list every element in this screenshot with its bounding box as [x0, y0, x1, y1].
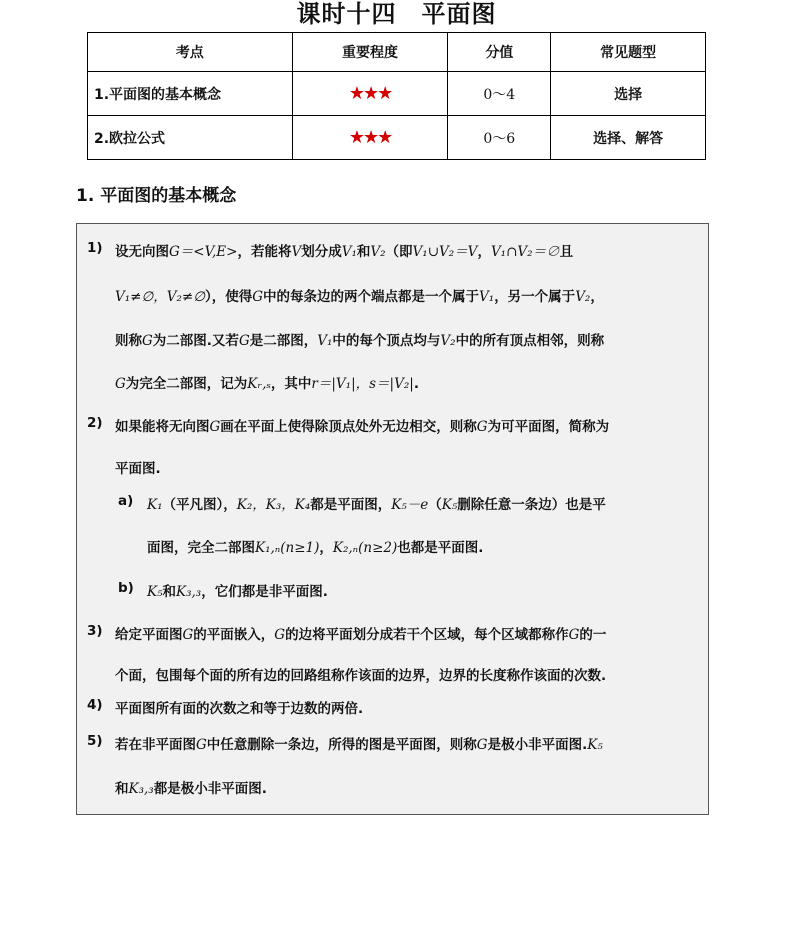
math-run: V₁	[479, 289, 495, 305]
text-run: 是极小非平面图.	[487, 737, 588, 753]
math-run: V₂	[440, 333, 456, 349]
question-type-cell: 选择、解答	[551, 116, 706, 160]
text-run: 如果能将无向图	[115, 419, 210, 435]
text-run: 和	[356, 244, 371, 260]
text-run: 且	[559, 244, 574, 260]
math-run: K₁	[147, 497, 163, 513]
item-number: 4)	[87, 697, 103, 713]
text-run: ，	[477, 244, 491, 260]
section-heading: 1. 平面图的基本概念	[76, 186, 237, 206]
text-run: 的边将平面划分成若干个区域，每个区域都称作	[285, 627, 569, 643]
text-run: 是二部图，	[249, 333, 318, 349]
math-run: Kᵣ,ₛ	[247, 376, 271, 392]
text-run: 的平面嵌入，	[193, 627, 275, 643]
text-run: 则称	[115, 333, 142, 349]
text-run: （	[428, 497, 442, 513]
importance-cell	[292, 116, 448, 160]
math-run: K₃,₃	[176, 584, 202, 600]
text-run: ，若能将	[237, 244, 292, 260]
item-line	[147, 536, 483, 556]
item-number: b)	[118, 580, 134, 596]
item-line	[87, 697, 103, 713]
text-run: （即	[385, 244, 413, 260]
concept-box	[76, 223, 709, 815]
overview-table	[87, 32, 706, 160]
text-run: 删除任意一条边）也是平	[457, 497, 606, 513]
math-run: V₁∩V₂＝∅	[490, 244, 560, 260]
table-row	[88, 72, 706, 116]
column-header: 分值	[448, 33, 551, 72]
text-run: 也都是平面图.	[397, 540, 484, 556]
math-run: G	[182, 627, 194, 643]
item-number: a)	[118, 493, 134, 509]
math-run: K₃,₃	[128, 781, 154, 797]
table-header-row	[88, 33, 706, 72]
item-line	[87, 240, 103, 256]
text-run: ），使得	[204, 289, 253, 305]
item-line	[115, 240, 573, 260]
page-title: 课时十四 平面图	[296, 0, 497, 28]
math-run: K₅	[587, 737, 603, 753]
text-run: 为完全二部图，记为	[125, 376, 248, 392]
text-run: .	[413, 376, 419, 392]
text-run: （平凡图），	[162, 497, 237, 513]
topic-cell: 1.平面图的基本概念	[88, 72, 293, 116]
text-run: 划分成	[301, 244, 342, 260]
text-run: 和	[115, 781, 129, 797]
math-run: V	[291, 244, 302, 260]
text-run: 中的所有顶点相邻，则称	[455, 333, 605, 349]
math-run: V₁	[341, 244, 357, 260]
star-rating-icon: ★★★	[348, 127, 392, 148]
item-line	[87, 415, 103, 431]
item-line	[115, 623, 606, 643]
text-run: 若在非平面图	[115, 737, 196, 753]
math-run: G	[476, 737, 488, 753]
text-run: 和	[162, 584, 176, 600]
topic-cell: 2.欧拉公式	[88, 116, 293, 160]
question-type-cell: 选择	[551, 72, 706, 116]
item-line	[118, 580, 134, 596]
item-line	[115, 329, 604, 349]
math-run: G	[196, 737, 207, 753]
math-run: G	[209, 419, 221, 435]
text-run: 中的每条边的两个端点都是一个属于	[263, 289, 480, 305]
text-run: 个面，包围每个面的所有边的回路组称作该面的边界，边界的长度称作该面的次数.	[115, 668, 607, 684]
text-run: ，	[319, 540, 333, 556]
text-run: 都是平面图，	[310, 497, 392, 513]
math-run: r＝|V₁|，s＝|V₂|	[311, 376, 414, 392]
item-line	[87, 733, 103, 749]
math-run: V₁	[317, 333, 333, 349]
text-run: ，	[590, 289, 604, 305]
item-line	[115, 697, 363, 717]
item-line	[115, 415, 609, 435]
item-number: 1)	[87, 240, 103, 256]
text-run: 给定平面图	[115, 627, 183, 643]
math-run: V₂	[370, 244, 386, 260]
math-run: G	[238, 333, 250, 349]
importance-cell	[292, 72, 448, 116]
score-cell: 0～4	[448, 72, 551, 116]
text-run: 画在平面上使得除顶点处外无边相交，则称	[220, 419, 477, 435]
text-run: 平面图.	[115, 461, 161, 477]
column-header: 考点	[88, 33, 293, 72]
item-line	[115, 777, 267, 797]
column-header: 重要程度	[292, 33, 448, 72]
text-run: 为二部图.又若	[152, 333, 239, 349]
item-line	[147, 493, 606, 513]
column-header: 常见题型	[551, 33, 706, 72]
math-run: V₁∪V₂＝V	[412, 244, 478, 260]
math-run: K₅－e	[391, 497, 429, 513]
item-line	[87, 623, 103, 639]
item-number: 2)	[87, 415, 103, 431]
math-run: V₁≠∅，V₂≠∅	[115, 289, 205, 305]
table-row	[88, 116, 706, 160]
math-run: K₁,ₙ(n≥1)	[255, 540, 320, 556]
math-run: K₂,ₙ(n≥2)	[332, 540, 398, 556]
text-run: 中的每个顶点均与	[332, 333, 441, 349]
text-run: 都是极小非平面图.	[153, 781, 267, 797]
item-line	[118, 493, 133, 509]
math-run: G	[115, 376, 126, 392]
item-line	[115, 372, 419, 392]
item-line	[147, 580, 328, 600]
text-run: ，它们都是非平面图.	[201, 584, 328, 600]
text-run: 设无向图	[115, 244, 169, 260]
math-run: K₅	[441, 497, 458, 513]
math-run: G	[476, 419, 488, 435]
text-run: 的一	[579, 627, 607, 643]
text-run: 为可平面图，简称为	[487, 419, 610, 435]
item-line	[115, 457, 161, 477]
score-cell: 0～6	[448, 116, 551, 160]
text-run: ，另一个属于	[494, 289, 576, 305]
text-run: ，其中	[270, 376, 312, 392]
item-line	[115, 285, 604, 305]
text-run: 平面图所有面的次数之和等于边数的两倍.	[115, 701, 364, 717]
item-number: 5)	[87, 733, 103, 749]
text-run: 中任意删除一条边，所得的图是平面图，则称	[206, 737, 477, 753]
math-run: V₂	[575, 289, 591, 305]
math-run: G＝<V,E>	[169, 244, 238, 260]
math-run: K₅	[147, 584, 163, 600]
item-line	[115, 664, 606, 684]
item-number: 3)	[87, 623, 103, 639]
star-rating-icon: ★★★	[348, 83, 392, 104]
math-run: K₂，K₃，K₄	[236, 497, 311, 513]
math-run: G	[142, 333, 153, 349]
math-run: G	[274, 627, 286, 643]
text-run: 面图，完全二部图	[147, 540, 255, 556]
math-run: G	[252, 289, 264, 305]
item-line	[115, 733, 603, 753]
math-run: G	[568, 627, 580, 643]
